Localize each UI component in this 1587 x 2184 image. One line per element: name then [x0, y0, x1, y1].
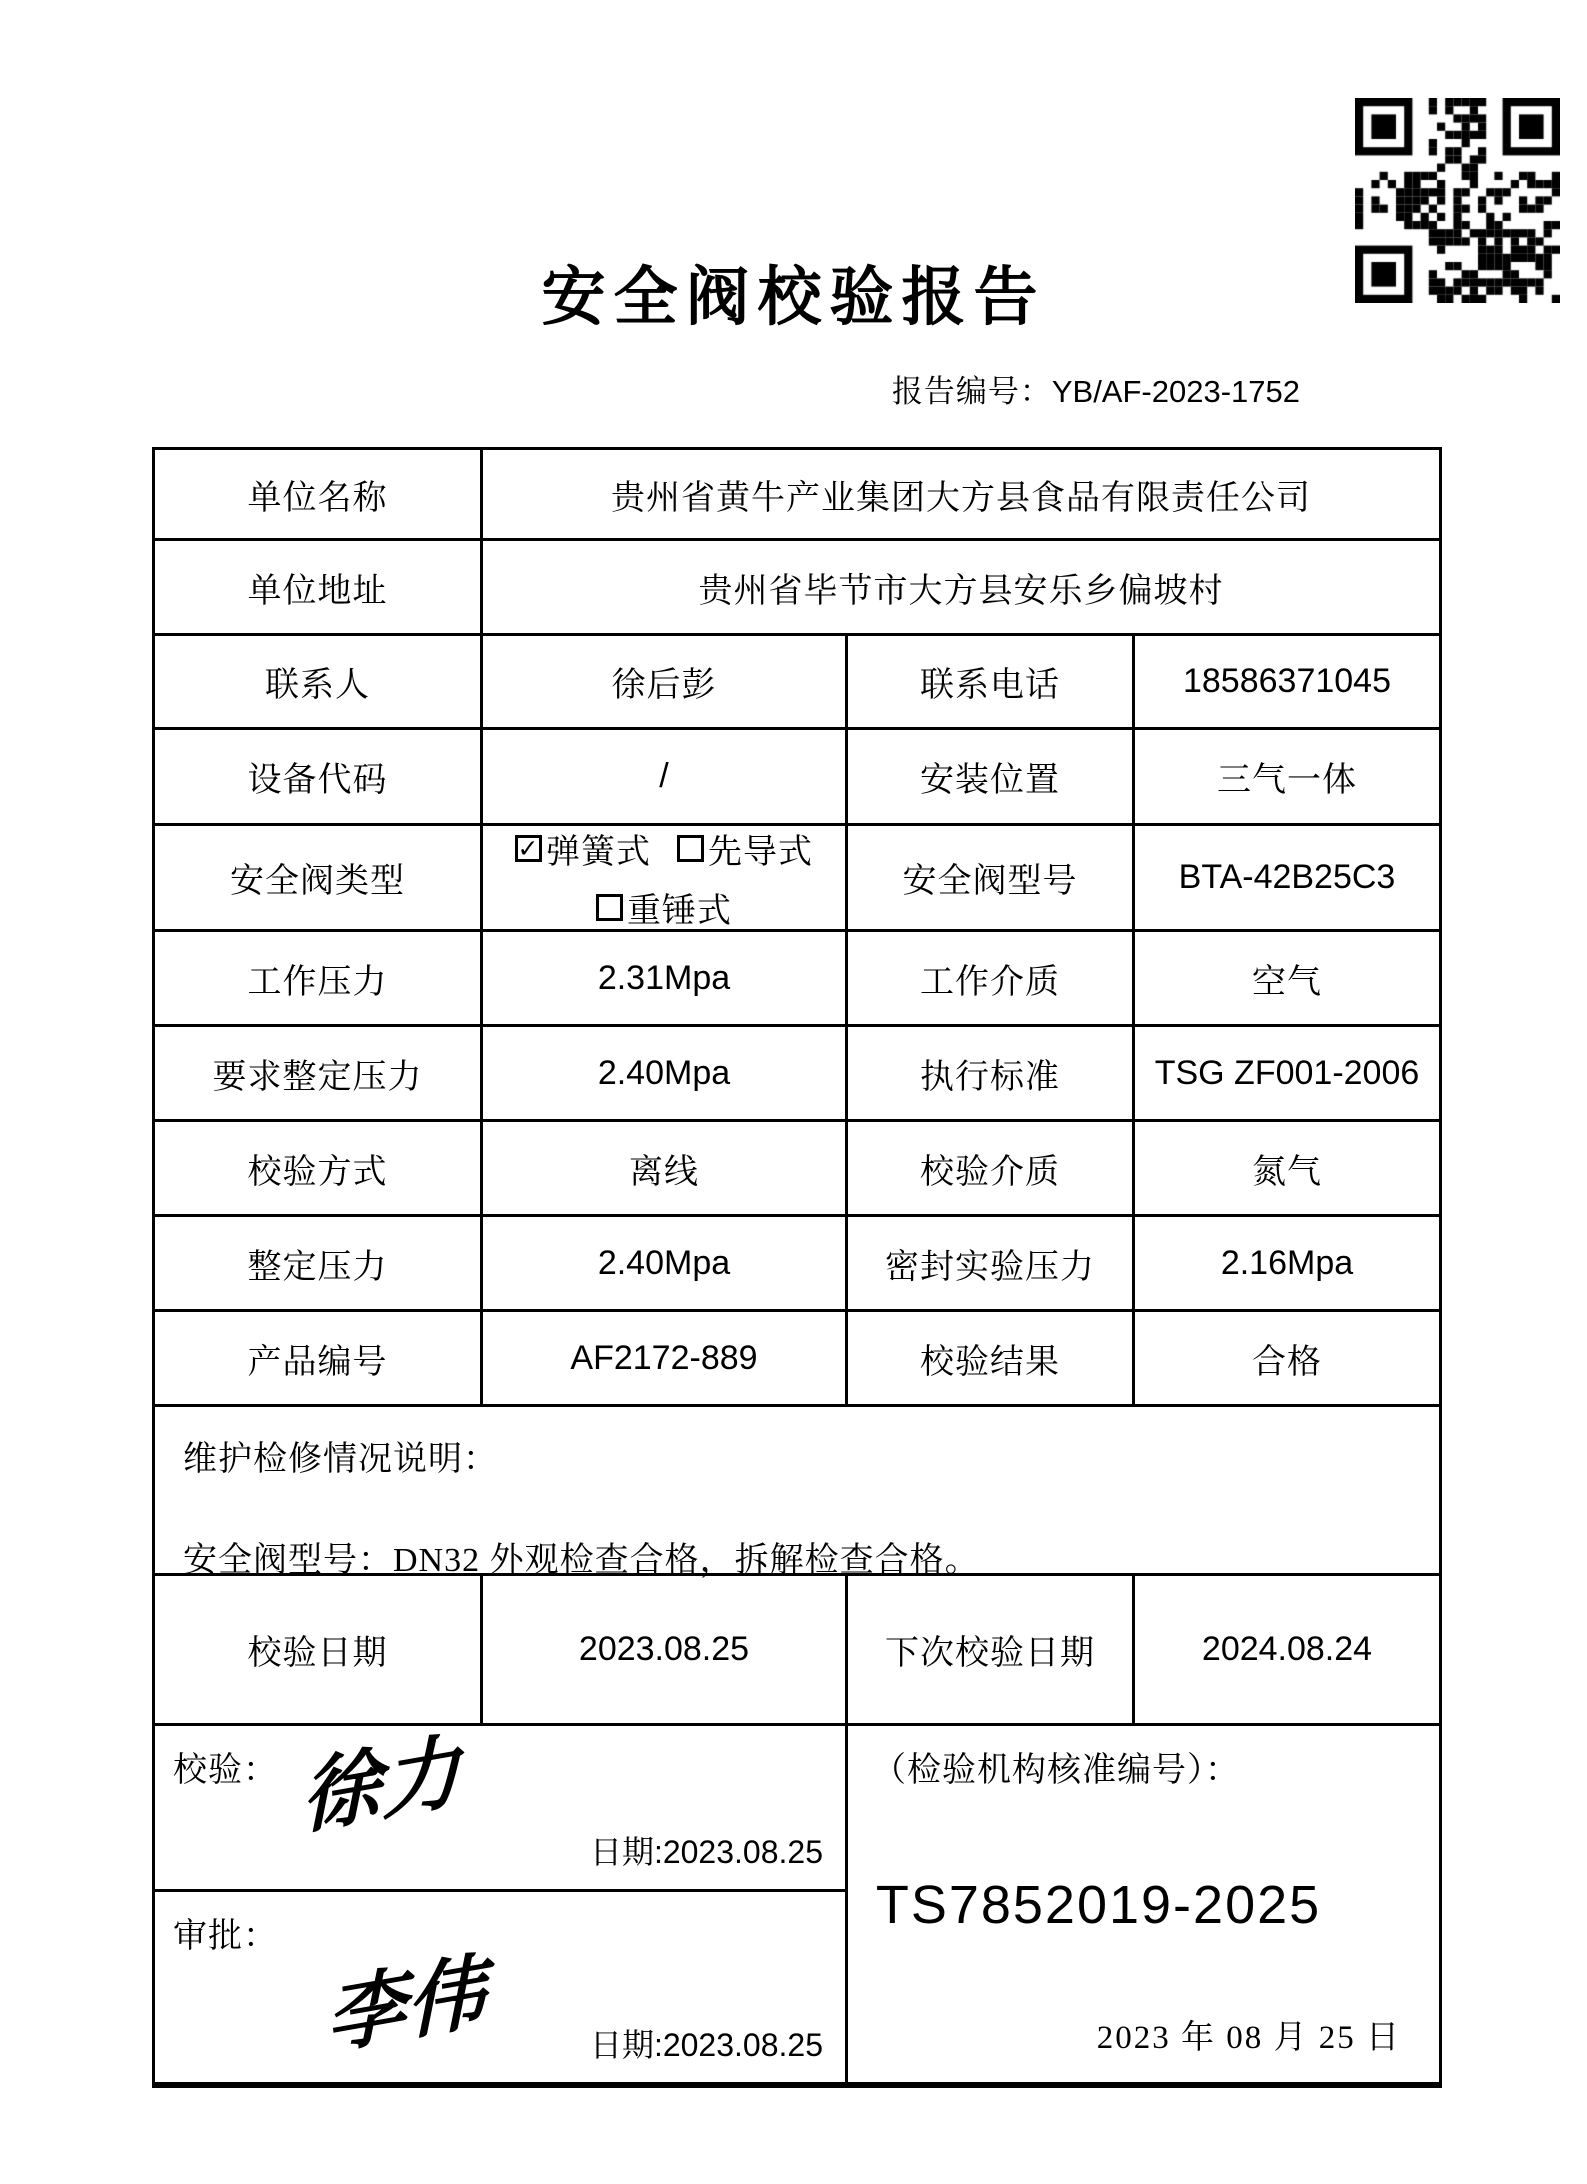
working-pressure-label: 工作压力: [155, 932, 483, 1027]
report-number-value: YB/AF-2023-1752: [1051, 374, 1300, 409]
calibration-medium-label: 校验介质: [848, 1122, 1135, 1217]
calibration-date-value: 2023.08.25: [483, 1576, 848, 1726]
install-position-label: 安装位置: [848, 730, 1135, 826]
org-approval-code: TS7852019-2025: [875, 1875, 1322, 1935]
valve-type-label: 安全阀类型: [155, 826, 483, 932]
approver-cell: [155, 1892, 848, 2082]
unit-address-label: 单位地址: [155, 541, 483, 636]
report-number-line: [0, 366, 1300, 411]
valve-type-option-label: 弹簧式: [546, 833, 651, 871]
valve-model-value: BTA-42B25C3: [1135, 826, 1439, 932]
contact-label: 联系人: [155, 636, 483, 730]
approver-signature: 李伟: [324, 1942, 488, 2066]
install-position-value: 三气一体: [1135, 730, 1439, 826]
product-no-value: AF2172-889: [483, 1312, 848, 1407]
device-code-value: /: [483, 730, 848, 826]
standard-label: 执行标准: [848, 1027, 1135, 1122]
verifier-label: 校验：: [173, 1752, 278, 1789]
valve-type-option-label: 重锤式: [627, 892, 732, 930]
calibration-method-label: 校验方式: [155, 1122, 483, 1217]
maintenance-title: 维护检修情况说明：: [183, 1441, 498, 1478]
required-set-pressure-value: 2.40Mpa: [483, 1027, 848, 1122]
standard-value: TSG ZF001-2006: [1135, 1027, 1439, 1122]
working-pressure-value: 2.31Mpa: [483, 932, 848, 1027]
seal-test-pressure-value: 2.16Mpa: [1135, 1217, 1439, 1312]
set-pressure-value: 2.40Mpa: [483, 1217, 848, 1312]
verifier-signature: 徐力: [299, 1722, 463, 1846]
org-approval-cell: [848, 1726, 1439, 2082]
org-approval-label: （检验机构核准编号）：: [872, 1752, 1240, 1789]
calibration-result-value: 合格: [1135, 1312, 1439, 1407]
seal-test-pressure-label: 密封实验压力: [848, 1217, 1135, 1312]
unit-address-value: 贵州省毕节市大方县安乐乡偏坡村: [483, 541, 1439, 636]
valve-type-option-pilot: [677, 824, 813, 873]
unit-name-label: 单位名称: [155, 450, 483, 541]
issue-date: 2023 年 08 月 25 日: [1096, 2020, 1401, 2056]
maintenance-section: [155, 1407, 1439, 1579]
calibration-medium-value: 氮气: [1135, 1122, 1439, 1217]
calibration-result-label: 校验结果: [848, 1312, 1135, 1407]
valve-model-label: 安全阀型号: [848, 826, 1135, 932]
report-number-label: 报告编号：: [891, 374, 1052, 409]
unit-name-value: 贵州省黄牛产业集团大方县食品有限责任公司: [483, 450, 1439, 541]
phone-value: 18586371045: [1135, 636, 1439, 730]
valve-type-line-2: [596, 883, 732, 932]
verifier-cell: [155, 1722, 848, 1892]
device-code-label: 设备代码: [155, 730, 483, 826]
next-calibration-date-value: 2024.08.24: [1135, 1576, 1439, 1726]
calibration-date-label: 校验日期: [155, 1576, 483, 1726]
calibration-method-value: 离线: [483, 1122, 848, 1217]
page-title: 安全阀校验报告: [541, 262, 1046, 333]
working-medium-value: 空气: [1135, 932, 1439, 1027]
next-calibration-date-label: 下次校验日期: [848, 1576, 1135, 1726]
verifier-date: 日期:2023.08.25: [589, 1834, 823, 1870]
checkbox-unchecked-icon: [596, 894, 623, 921]
product-no-label: 产品编号: [155, 1312, 483, 1407]
report-table: [152, 447, 1442, 2088]
valve-type-option-label: 先导式: [708, 833, 813, 871]
required-set-pressure-label: 要求整定压力: [155, 1027, 483, 1122]
valve-type-line-1: [515, 824, 813, 873]
contact-value: 徐后彭: [483, 636, 848, 730]
approver-date: 日期:2023.08.25: [589, 2027, 823, 2063]
set-pressure-label: 整定压力: [155, 1217, 483, 1312]
approver-label: 审批：: [173, 1918, 278, 1955]
checkbox-unchecked-icon: [677, 835, 704, 862]
valve-type-option-spring: [515, 824, 651, 873]
working-medium-label: 工作介质: [848, 932, 1135, 1027]
valve-type-option-weight: [596, 883, 732, 932]
checkbox-checked-icon: [515, 835, 542, 862]
maintenance-note: 安全阀型号：DN32 外观检查合格，拆解检查合格。: [183, 1542, 980, 1579]
phone-label: 联系电话: [848, 636, 1135, 730]
valve-type-options: [483, 826, 848, 932]
